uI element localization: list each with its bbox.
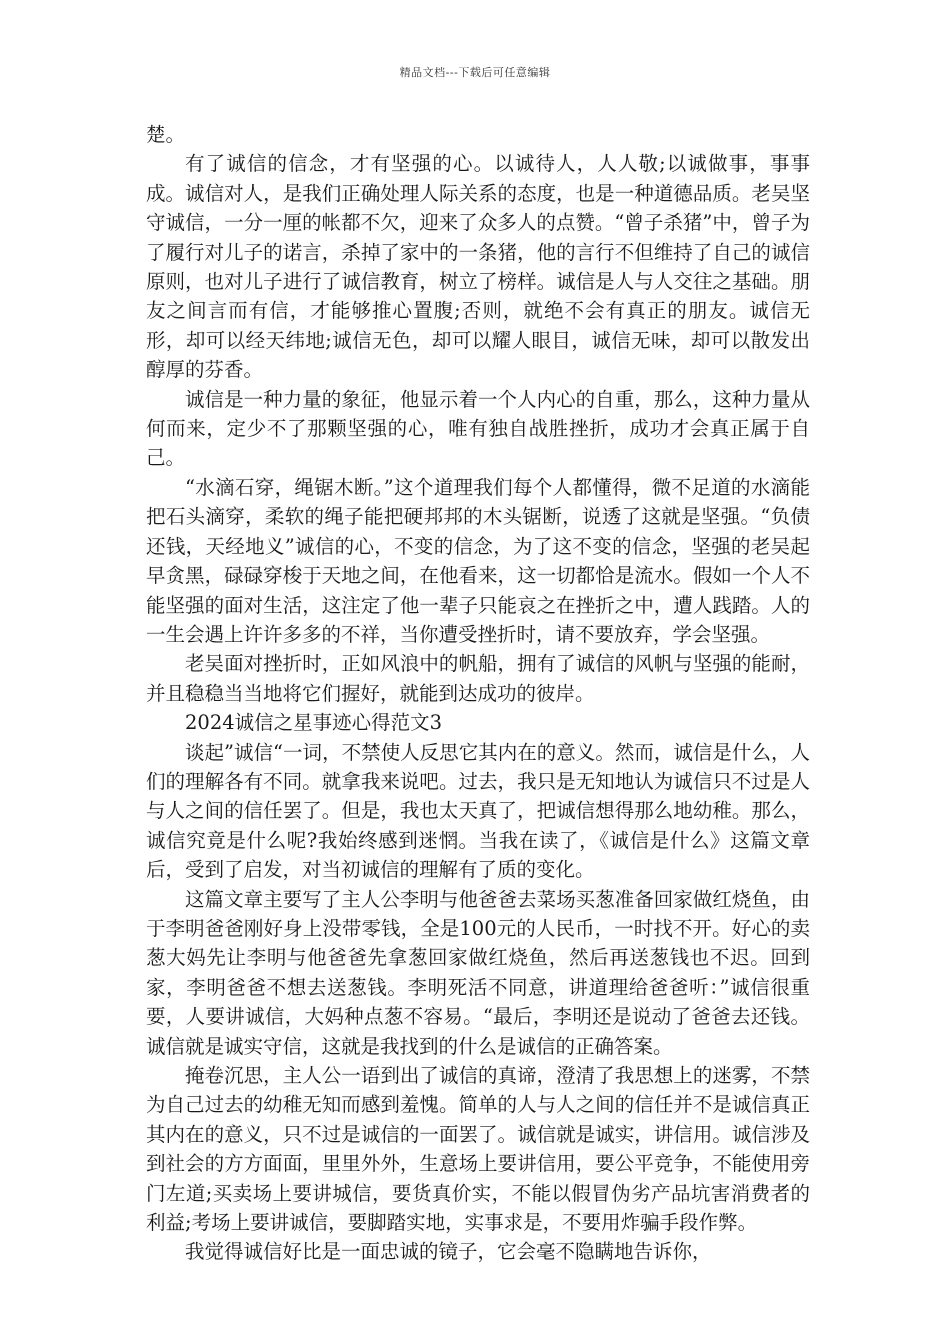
paragraph: 我觉得诚信好比是一面忠诚的镜子，它会毫不隐瞒地告诉你， bbox=[185, 1240, 712, 1264]
section-heading: 2024诚信之星事迹心得范文3 bbox=[185, 711, 443, 735]
paragraph: “水滴石穿，绳锯木断。”这个道理我们每个人都懂得，微不足道的水滴能把石头滴穿，柔软的绳子能把硬邦邦的木头锯断，说透了这就是坚强。“负债还钱，天经地义”诚信的心，不变的信念，为了这不变的信念，坚强的老吴起早贪黑，碌碌穿梭于天地之间，在他看来，这一切都恰是流水。假如一个人不能坚强的面对生活，这注定了他一辈子只能哀之在挫折之中，遭人践踏。人的一生会遇上许许多多的不祥，当你遭受挫折时，请不要放弃，学会坚强。 bbox=[146, 475, 810, 646]
paragraph: 诚信是一种力量的象征，他显示着一个人内心的自重，那么，这种力量从何而来，定少不了那颗坚强的心，唯有独自战胜挫折，成功才会真正属于自己。 bbox=[146, 387, 810, 470]
paragraph: 这篇文章主要写了主人公李明与他爸爸去菜场买葱准备回家做红烧鱼，由于李明爸爸刚好身上没带零钱，全是100元的人民币，一时找不开。好心的卖葱大妈先让李明与他爸爸先拿葱回家做红烧鱼，然后再送葱钱也不迟。回到家，李明爸爸不想去送葱钱。李明死活不同意，讲道理给爸爸听：”诚信很重要，人要讲诚信，大妈种点葱不容易。“最后，李明还是说动了爸爸去还钱。诚信就是诚实守信，这就是我找到的什么是诚信的正确答案。 bbox=[146, 887, 810, 1058]
paragraph-continuation: 楚。 bbox=[146, 123, 186, 146]
page-header: 精品文档---下载后可任意编辑 bbox=[399, 66, 551, 79]
document-body bbox=[146, 120, 810, 1267]
paragraph: 有了诚信的信念，才有坚强的心。以诚待人，人人敬;以诚做事，事事成。诚信对人，是我们正确处理人际关系的态度，也是一种道德品质。老吴坚守诚信，一分一厘的帐都不欠，迎来了众多人的点赞。“曾子杀猪”中，曾子为了履行对儿子的诺言，杀掉了家中的一条猪，他的言行不但维持了自己的诚信原则，也对儿子进行了诚信教育，树立了榜样。诚信是人与人交往之基础。朋友之间言而有信，才能够推心置腹;否则，就绝不会有真正的朋友。诚信无形，却可以经天纬地;诚信无色，却可以耀人眼目，诚信无味，却可以散发出醇厚的芬香。 bbox=[146, 152, 810, 382]
paragraph: 老吴面对挫折时，正如风浪中的帆船，拥有了诚信的风帆与坚强的能耐，并且稳稳当当地将它们握好，就能到达成功的彼岸。 bbox=[146, 652, 810, 705]
paragraph: 掩卷沉思，主人公一语到出了诚信的真谛，澄清了我思想上的迷雾，不禁为自己过去的幼稚无知而感到羞愧。简单的人与人之间的信任并不是诚信真正其内在的意义，只不过是诚信的一面罢了。诚信就是诚实，讲信用。诚信涉及到社会的方方面面，里里外外，生意场上要讲信用，要公平竞争，不能使用旁门左道;买卖场上要讲城信，要货真价实，不能以假冒伪劣产品坑害消费者的利益;考场上要讲诚信，要脚踏实地，实事求是，不要用炸骗手段作弊。 bbox=[146, 1064, 810, 1235]
paragraph: 谈起”诚信“一词，不禁使人反思它其内在的意义。然而，诚信是什么，人们的理解各有不同。就拿我来说吧。过去，我只是无知地认为诚信只不过是人与人之间的信任罢了。但是，我也太天真了，把诚信想得那么地幼稚。那么，诚信究竟是什么呢?我始终感到迷惘。当我在读了，《诚信是什么》这篇文章后，受到了启发，对当初诚信的理解有了质的变化。 bbox=[146, 740, 810, 882]
